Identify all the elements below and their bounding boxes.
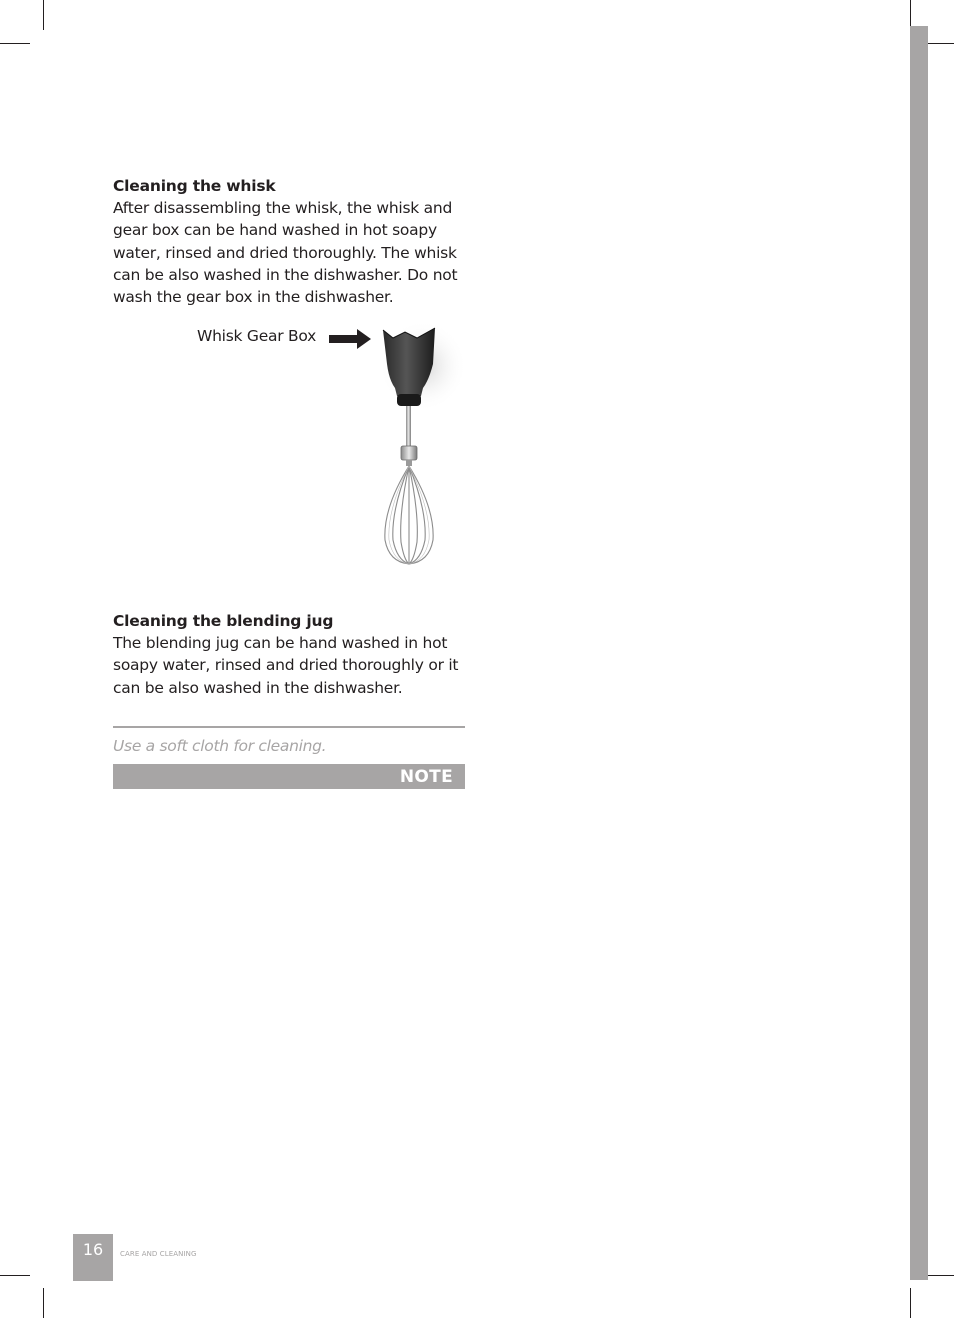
page-number-box: [73, 1234, 113, 1281]
whisk-figure: [113, 318, 465, 570]
note-bar: [113, 764, 465, 789]
crop-mark: [43, 1288, 44, 1318]
crop-mark: [924, 43, 954, 44]
page-number: 16: [82, 1240, 104, 1259]
section-heading: Cleaning the blending jug: [113, 612, 334, 630]
crop-mark: [924, 1275, 954, 1276]
side-tab: [910, 26, 928, 1280]
section-cleaning-whisk: [113, 175, 465, 308]
crop-mark: [910, 1288, 911, 1318]
page-footer: [73, 1234, 197, 1281]
section-heading: Cleaning the whisk: [113, 177, 276, 195]
note-box: [113, 726, 465, 789]
section-cleaning-jug: [113, 610, 465, 699]
crop-mark: [0, 1275, 30, 1276]
whisk-icon: [373, 318, 469, 570]
section-body: The blending jug can be hand washed in hot soapy water, rinsed and dried thoroughly or it can be also washed in the dishwasher.: [113, 634, 459, 697]
arrow-right-icon: [329, 329, 371, 349]
section-body: After disassembling the whisk, the whisk and gear box can be hand washed in hot soapy water, rinsed and dried thoroughly. The whisk can be also washed in the dishwasher. Do not wash the gear box in the dishwasher.: [113, 199, 458, 307]
note-text: Use a soft cloth for cleaning.: [113, 737, 327, 755]
note-divider: [113, 726, 465, 728]
figure-label: Whisk Gear Box: [197, 327, 317, 345]
note-label: NOTE: [399, 766, 453, 787]
crop-mark: [0, 43, 30, 44]
footer-section-name: CARE AND CLEANING: [120, 1250, 197, 1258]
crop-mark: [43, 0, 44, 30]
